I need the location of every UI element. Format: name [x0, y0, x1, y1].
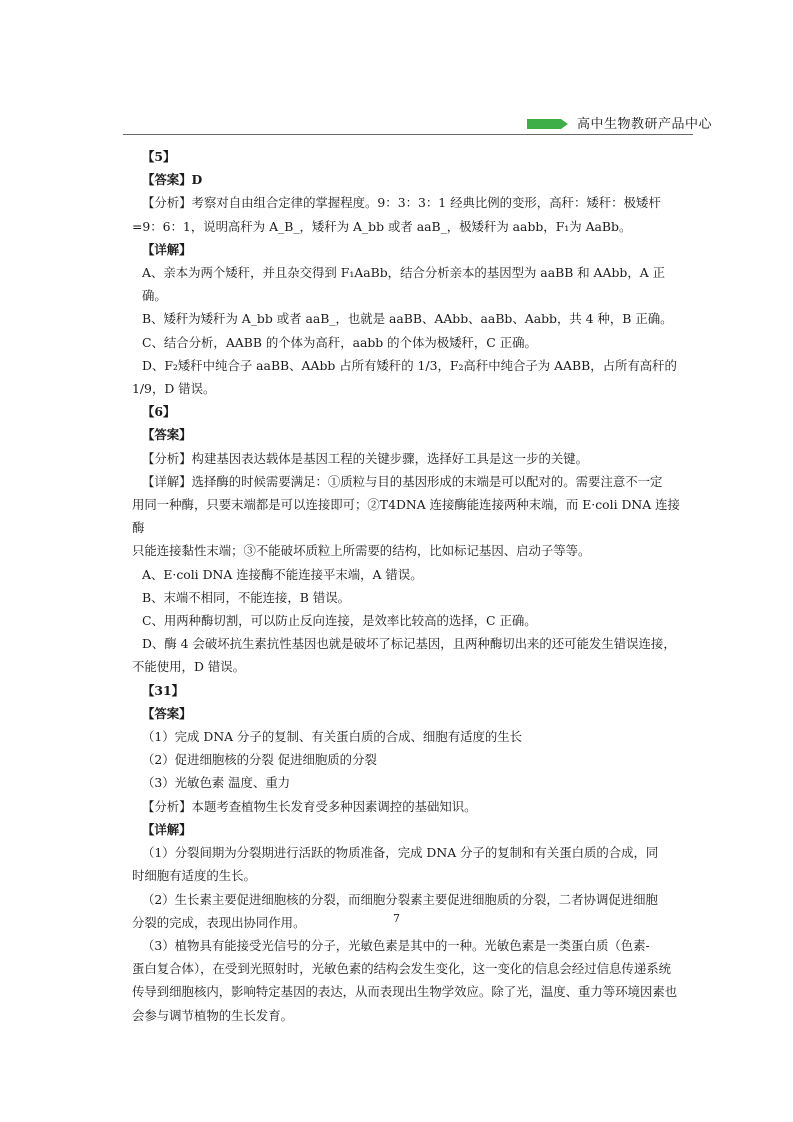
text-line: D、F₂矮秆中纯合子 aaBB、AAbb 占所有矮秆的 1/3，F₂高秆中纯合子为 AABB，占所有高秆的: [142, 357, 677, 373]
text-line: 会参与调节植物的生长发育。: [132, 1007, 294, 1023]
section-heading: 【5】: [142, 149, 176, 164]
page-header: [123, 106, 713, 135]
header-title: 高中生物教研产品中心: [577, 117, 713, 132]
text-line: C、用两种酶切割，可以防止反向连接，是效率比较高的选择，C 正确。: [142, 613, 537, 629]
text-line: 【分析】构建基因表达载体是基因工程的关键步骤，选择好工具是这一步的关键。: [142, 450, 589, 466]
text-line: 用同一种酶，只要末端都是可以连接即可；②T4DNA 连接酶能连接两种末端，而 E·coli DNA 连接酶: [132, 497, 680, 536]
text-line: （1）完成 DNA 分子的复制、有关蛋白质的合成、细胞有适度的生长: [142, 729, 523, 745]
text-line: （3）光敏色素 温度、重力: [142, 775, 291, 791]
section-heading: 【答案】D: [142, 172, 203, 188]
text-line: A、E·coli DNA 连接酶不能连接平末端，A 错误。: [142, 566, 423, 582]
text-line: 【详解】选择酶的时候需要满足：①质粒与目的基因形成的末端是可以配对的。需要注意不一定: [142, 473, 663, 489]
section-heading: 【答案】: [142, 427, 192, 443]
text-line: C、结合分析，AABB 的个体为高秆，aabb 的个体为极矮秆，C 正确。: [142, 334, 537, 350]
text-line: 【分析】本题考查植物生长发育受多种因素调控的基础知识。: [142, 798, 477, 814]
section-heading: 【答案】: [142, 705, 192, 721]
section-heading: 【详解】: [142, 241, 192, 257]
text-line: 不能使用，D 错误。: [132, 659, 245, 675]
text-line: =9：6：1，说明高秆为 A_B_，矮秆为 A_bb 或者 aaB_，极矮秆为 aabb，F₁为 AaBb。: [132, 218, 632, 234]
text-line: （2）促进细胞核的分裂 促进细胞质的分裂: [142, 752, 377, 768]
page-number: 7: [393, 912, 400, 925]
section-heading: 【详解】: [142, 821, 192, 837]
document-body: [132, 145, 682, 1027]
text-line: B、末端不相同，不能连接，B 错误。: [142, 589, 351, 605]
text-line: 时细胞有适度的生长。: [132, 868, 256, 884]
text-line: 只能连接黏性末端；③不能破坏质粒上所需要的结构，比如标记基因、启动子等等。: [132, 543, 591, 559]
text-line: （3）植物具有能接受光信号的分子，光敏色素是其中的一种。光敏色素是一类蛋白质（色素-: [142, 937, 650, 953]
text-line: 1/9，D 错误。: [132, 381, 216, 397]
text-line: A、亲本为两个矮秆，并且杂交得到 F₁AaBb，结合分析亲本的基因型为 aaBB 和 AAbb，A 正确。: [142, 265, 665, 304]
text-line: （2）生长素主要促进细胞核的分裂，而细胞分裂素主要促进细胞质的分裂，二者协调促进细胞: [142, 891, 658, 907]
text-line: B、矮秆为矮秆为 A_bb 或者 aaB_，也就是 aaBB、AAbb、aaBb、Aabb，共 4 种，B 正确。: [142, 311, 673, 327]
text-line: 【分析】考察对自由组合定律的掌握程度。9：3：3：1 经典比例的变形，高秆：矮秆：极矮杆: [142, 195, 661, 211]
green-arrow-icon: [527, 118, 569, 130]
text-line: （1）分裂间期为分裂期进行活跃的物质准备，完成 DNA 分子的复制和有关蛋白质的合成，同: [142, 845, 659, 861]
section-heading: 【31】: [142, 682, 185, 698]
text-line: 传导到细胞核内，影响特定基因的表达，从而表现出生物学效应。除了光，温度、重力等环境因素也: [132, 984, 678, 1000]
text-line: D、酶 4 会破坏抗生素抗性基因也就是破坏了标记基因，且两种酶切出来的还可能发生错误连接，: [142, 636, 676, 652]
section-heading: 【6】: [142, 404, 176, 420]
text-line: 分裂的完成，表现出协同作用。: [132, 914, 306, 930]
text-line: 蛋白复合体），在受到光照射时，光敏色素的结构会发生变化，这一变化的信息会经过信息传递系统: [132, 961, 671, 977]
